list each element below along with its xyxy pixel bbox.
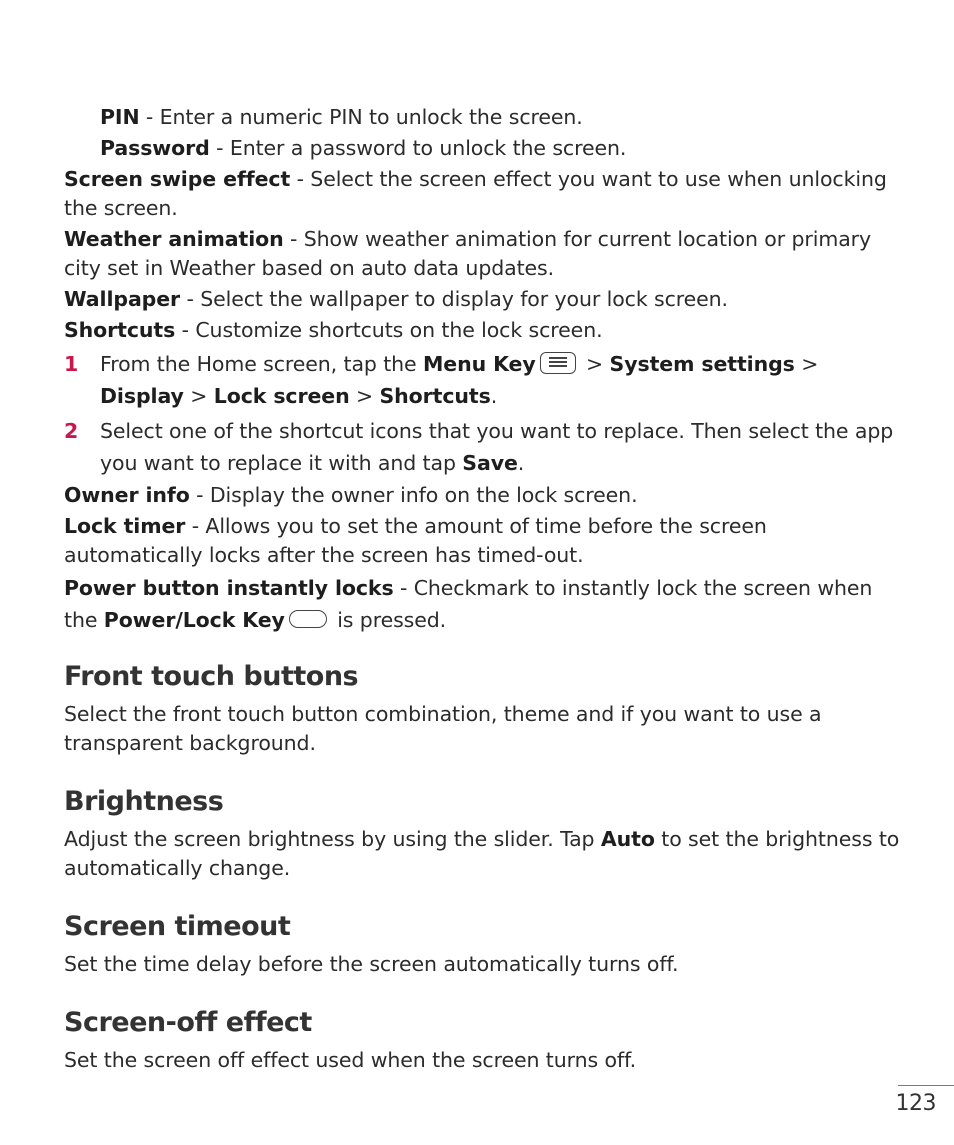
password-item [64, 134, 904, 163]
wallpaper-item [64, 285, 904, 314]
power-lock-key-label: Power/Lock Key [103, 608, 285, 632]
pin-term: PIN [100, 105, 140, 129]
brightness-body [64, 825, 904, 883]
step-2-number: 2 [64, 419, 79, 443]
swipe-effect-term: Screen swipe effect [64, 167, 291, 191]
step-2-text: Select one of the shortcut icons that you want to replace. Then select the app you want to replace it with and tap [100, 419, 894, 475]
power-lock-key-icon [289, 610, 327, 628]
menu-key-icon [540, 352, 576, 374]
power-button-item [64, 572, 904, 636]
brightness-text-1: Adjust the screen brightness by using the slider. Tap [64, 827, 601, 851]
page-number: 123 [895, 1091, 936, 1116]
period: . [517, 451, 525, 475]
owner-info-desc: - Display the owner info on the lock screen. [189, 483, 638, 507]
owner-info-item [64, 481, 904, 510]
brightness-heading: Brightness [64, 786, 224, 817]
pin-item [64, 103, 904, 132]
power-button-desc: - Checkmark to instantly lock the screen when the [64, 576, 873, 632]
weather-animation-desc: - Show weather animation for current location or primary city set in Weather based on auto data updates. [64, 227, 872, 280]
owner-info-term: Owner info [64, 483, 190, 507]
pin-desc: - Enter a numeric PIN to unlock the screen. [139, 105, 583, 129]
lock-timer-item [64, 512, 904, 570]
step-1 [64, 348, 904, 412]
auto-label: Auto [600, 827, 655, 851]
swipe-effect-desc: - Select the screen effect you want to use when unlocking the screen. [64, 167, 887, 220]
swipe-effect-item [64, 165, 904, 223]
lock-timer-term: Lock timer [64, 514, 186, 538]
period: . [490, 384, 498, 408]
front-touch-buttons-heading: Front touch buttons [64, 661, 359, 692]
shortcuts-item [64, 316, 904, 345]
front-touch-buttons-body: Select the front touch button combination, theme and if you want to use a transparent background. [64, 702, 822, 755]
shortcuts-label: Shortcuts [379, 384, 491, 408]
separator: > [183, 384, 214, 408]
shortcuts-desc: - Customize shortcuts on the lock screen. [175, 318, 603, 342]
brightness-text-2: to set the brightness to automatically change. [64, 827, 900, 880]
weather-animation-term: Weather animation [64, 227, 284, 251]
system-settings-label: System settings [609, 352, 795, 376]
screen-timeout-body: Set the time delay before the screen automatically turns off. [64, 952, 679, 976]
save-label: Save [462, 451, 518, 475]
weather-animation-item [64, 225, 904, 283]
lock-screen-label: Lock screen [213, 384, 350, 408]
separator: > [579, 352, 610, 376]
step-2 [64, 415, 904, 479]
screen-timeout-heading: Screen timeout [64, 911, 291, 942]
power-button-term: Power button instantly locks [64, 576, 394, 600]
power-button-end: is pressed. [330, 608, 447, 632]
menu-key-label: Menu Key [423, 352, 536, 376]
screen-off-effect-body: Set the screen off effect used when the screen turns off. [64, 1048, 637, 1072]
wallpaper-term: Wallpaper [64, 287, 181, 311]
wallpaper-desc: - Select the wallpaper to display for your lock screen. [180, 287, 728, 311]
shortcuts-term: Shortcuts [64, 318, 176, 342]
password-term: Password [100, 136, 210, 160]
footer-rule [898, 1085, 954, 1086]
separator: > [349, 384, 380, 408]
step-1-text: From the Home screen, tap the [100, 352, 423, 376]
step-1-number: 1 [64, 352, 79, 376]
screen-off-effect-heading: Screen-off effect [64, 1007, 312, 1038]
password-desc: - Enter a password to unlock the screen. [209, 136, 627, 160]
manual-page [64, 103, 904, 1075]
display-label: Display [100, 384, 184, 408]
separator: > [794, 352, 819, 376]
lock-timer-desc: - Allows you to set the amount of time before the screen automatically locks after the screen has timed-out. [64, 514, 767, 567]
